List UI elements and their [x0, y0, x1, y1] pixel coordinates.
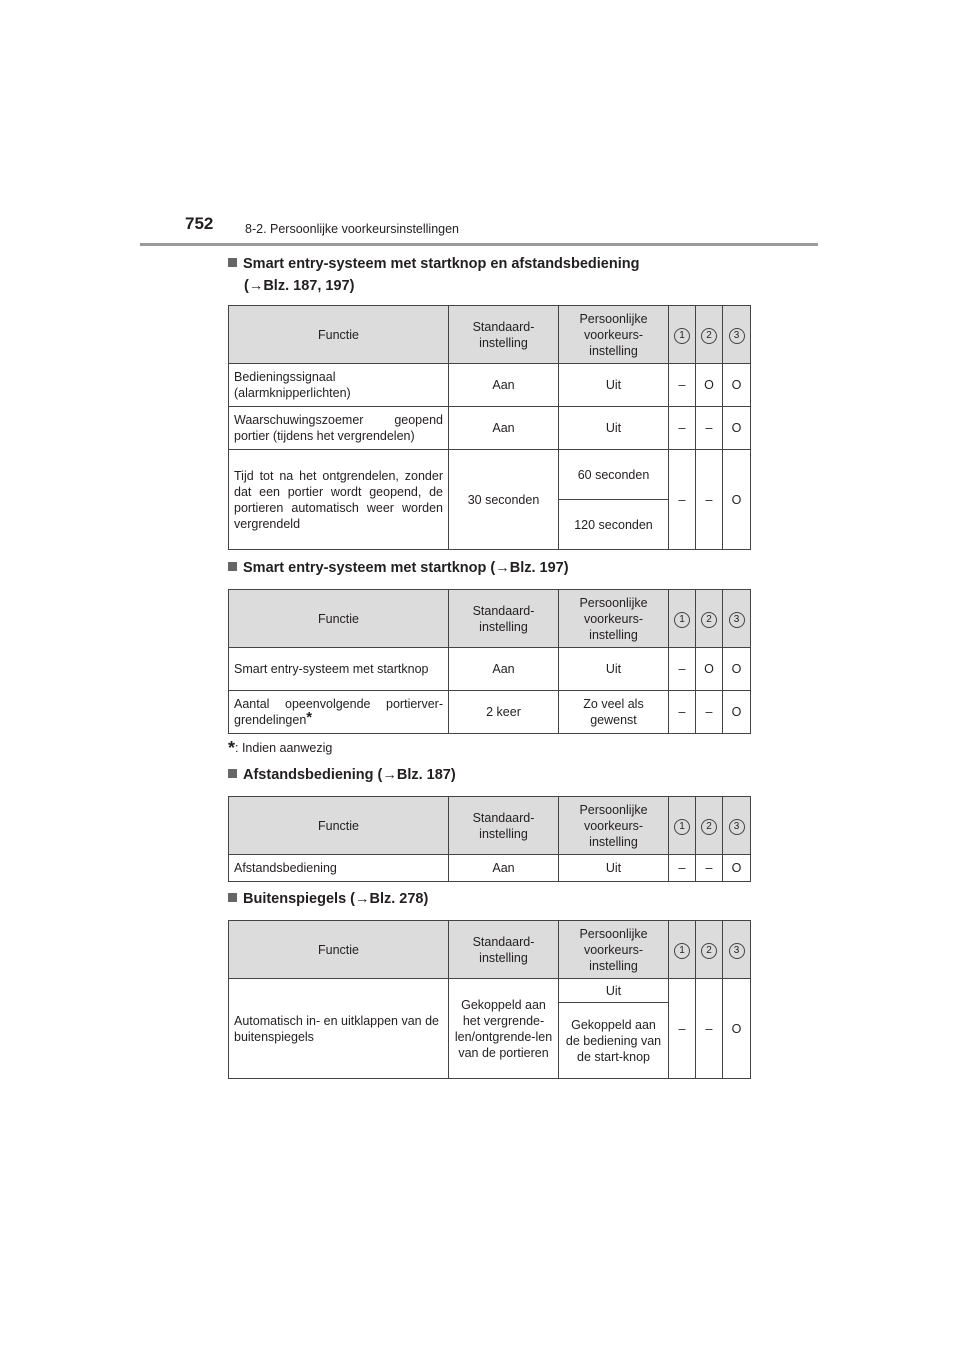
circled-1-icon: 1 [674, 943, 690, 959]
circled-2-icon: 2 [701, 819, 717, 835]
settings-table-2 [228, 589, 751, 734]
table-row: 120 seconden [229, 500, 751, 550]
table-header [229, 306, 751, 364]
settings-table-4 [228, 920, 751, 1079]
table-row: Waarschuwingszoemer geopend portier (tijdens het vergrendelen) Aan Uit – – O [229, 407, 751, 450]
circled-2-icon: 2 [701, 943, 717, 959]
circled-1-icon: 1 [674, 612, 690, 628]
table-header: Functie Standaard-instelling Persoonlijke voorkeurs-instelling 1 2 3 [229, 590, 751, 648]
footnote-asterisk: * [306, 709, 313, 726]
circled-2-icon: 2 [701, 612, 717, 628]
table-header: Functie Standaard-instelling Persoonlijke voorkeurs-instelling 1 2 3 [229, 921, 751, 979]
circled-1-icon: 1 [674, 328, 690, 344]
section-title: 8-2. Persoonlijke voorkeursinstellingen [245, 222, 460, 236]
col-persoonlijk: Persoonlijke voorkeurs-instelling [559, 306, 669, 364]
square-bullet-icon [228, 258, 237, 267]
settings-table-1 [228, 305, 751, 550]
circled-1-icon: 1 [674, 819, 690, 835]
table-header: Functie Standaard-instelling Persoonlijke voorkeurs-instelling 1 2 3 [229, 797, 751, 855]
page-number: 752 [185, 214, 214, 233]
square-bullet-icon [228, 562, 237, 571]
circled-3-icon: 3 [729, 612, 745, 628]
table-row: Smart entry-systeem met startknop Aan Uit – O O [229, 648, 751, 691]
square-bullet-icon [228, 893, 237, 902]
col-1 [669, 306, 696, 364]
table-row: Automatisch in- en uitklappen van de buitenspiegels Gekoppeld aan het vergrende-len/ontgrende-len van de portieren Uit – – O [229, 979, 751, 1003]
section-heading-2: Smart entry-systeem met startknop (→Blz. 197) [228, 557, 569, 579]
circled-3-icon: 3 [729, 819, 745, 835]
col-functie: Functie [229, 306, 449, 364]
square-bullet-icon [228, 769, 237, 778]
header-rule [140, 243, 818, 246]
table-row: Tijd tot na het ontgrendelen, zonder dat een portier wordt geopend, de portieren automatisch weer worden vergrendeld 30 seconden 60 seconden – – O [229, 450, 751, 500]
col-3 [723, 306, 751, 364]
section-heading-3: Afstandsbediening (→Blz. 187) [228, 764, 456, 786]
table-row: Gekoppeld aan de bediening van de start-knop [229, 1003, 751, 1079]
footnote: *: Indien aanwezig [228, 738, 333, 758]
section-heading-4: Buitenspiegels (→Blz. 278) [228, 888, 428, 910]
table-row: Aantal opeenvolgende portierver-grendelingen* 2 keer Zo veel als gewenst – – O [229, 691, 751, 734]
section-heading-1: Smart entry-systeem met startknop en afstandsbediening (→Blz. 187, 197) [228, 253, 639, 297]
settings-table-3 [228, 796, 751, 882]
circled-3-icon: 3 [729, 943, 745, 959]
table-row: Bedieningssignaal (alarmknipperlichten) Aan Uit – O O [229, 364, 751, 407]
table-row: Afstandsbediening Aan Uit – – O [229, 855, 751, 882]
circled-3-icon: 3 [729, 328, 745, 344]
circled-2-icon: 2 [701, 328, 717, 344]
col-2 [696, 306, 723, 364]
col-standaard: Standaard-instelling [449, 306, 559, 364]
